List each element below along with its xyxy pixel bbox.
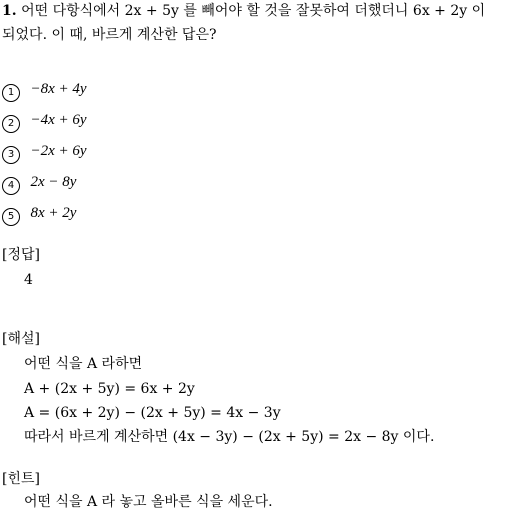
question-line-1 <box>2 2 485 20</box>
choice-text-2: −4x + 6y <box>30 112 87 128</box>
choice-3[interactable] <box>2 142 87 164</box>
question-text-line-2: 되었다. 이 때, 바르게 계산한 답은? <box>2 27 217 43</box>
explanation-line-3: A = (6x + 2y) − (2x + 5y) = 4x − 3y <box>24 405 281 421</box>
explanation-label: [해설] <box>2 331 40 347</box>
hint-label: [힌트] <box>2 471 40 487</box>
choice-mark-4: 4 <box>2 177 20 195</box>
hint-text: 어떤 식을 A 라 놓고 올바른 식을 세운다. <box>24 494 273 510</box>
choice-text-1: −8x + 4y <box>30 81 87 97</box>
choice-text-3: −2x + 6y <box>30 143 87 159</box>
answer-label: [정답] <box>2 247 40 263</box>
choice-text-4: 2x − 8y <box>30 174 77 190</box>
question-line-2 <box>2 26 216 44</box>
explanation-line-1: 어떤 식을 A 라하면 <box>24 356 143 372</box>
question-number: 1. <box>2 3 17 19</box>
answer-value: 4 <box>24 272 33 288</box>
explanation-line-2: A + (2x + 5y) = 6x + 2y <box>24 381 195 397</box>
choice-mark-1: 1 <box>2 84 20 102</box>
question-text-line-1: 어떤 다항식에서 2x + 5y 를 빼어야 할 것을 잘못하여 더했더니 6x + 2y 이 <box>21 3 486 19</box>
choice-mark-5: 5 <box>2 208 20 226</box>
choice-1[interactable] <box>2 80 87 102</box>
choice-2[interactable] <box>2 111 87 133</box>
explanation-line-4: 따라서 바르게 계산하면 (4x − 3y) − (2x + 5y) = 2x − 8y 이다. <box>24 429 435 445</box>
choice-mark-2: 2 <box>2 115 20 133</box>
choice-4[interactable] <box>2 173 76 195</box>
choice-mark-3: 3 <box>2 146 20 164</box>
choice-5[interactable] <box>2 204 76 226</box>
choice-text-5: 8x + 2y <box>30 205 77 221</box>
